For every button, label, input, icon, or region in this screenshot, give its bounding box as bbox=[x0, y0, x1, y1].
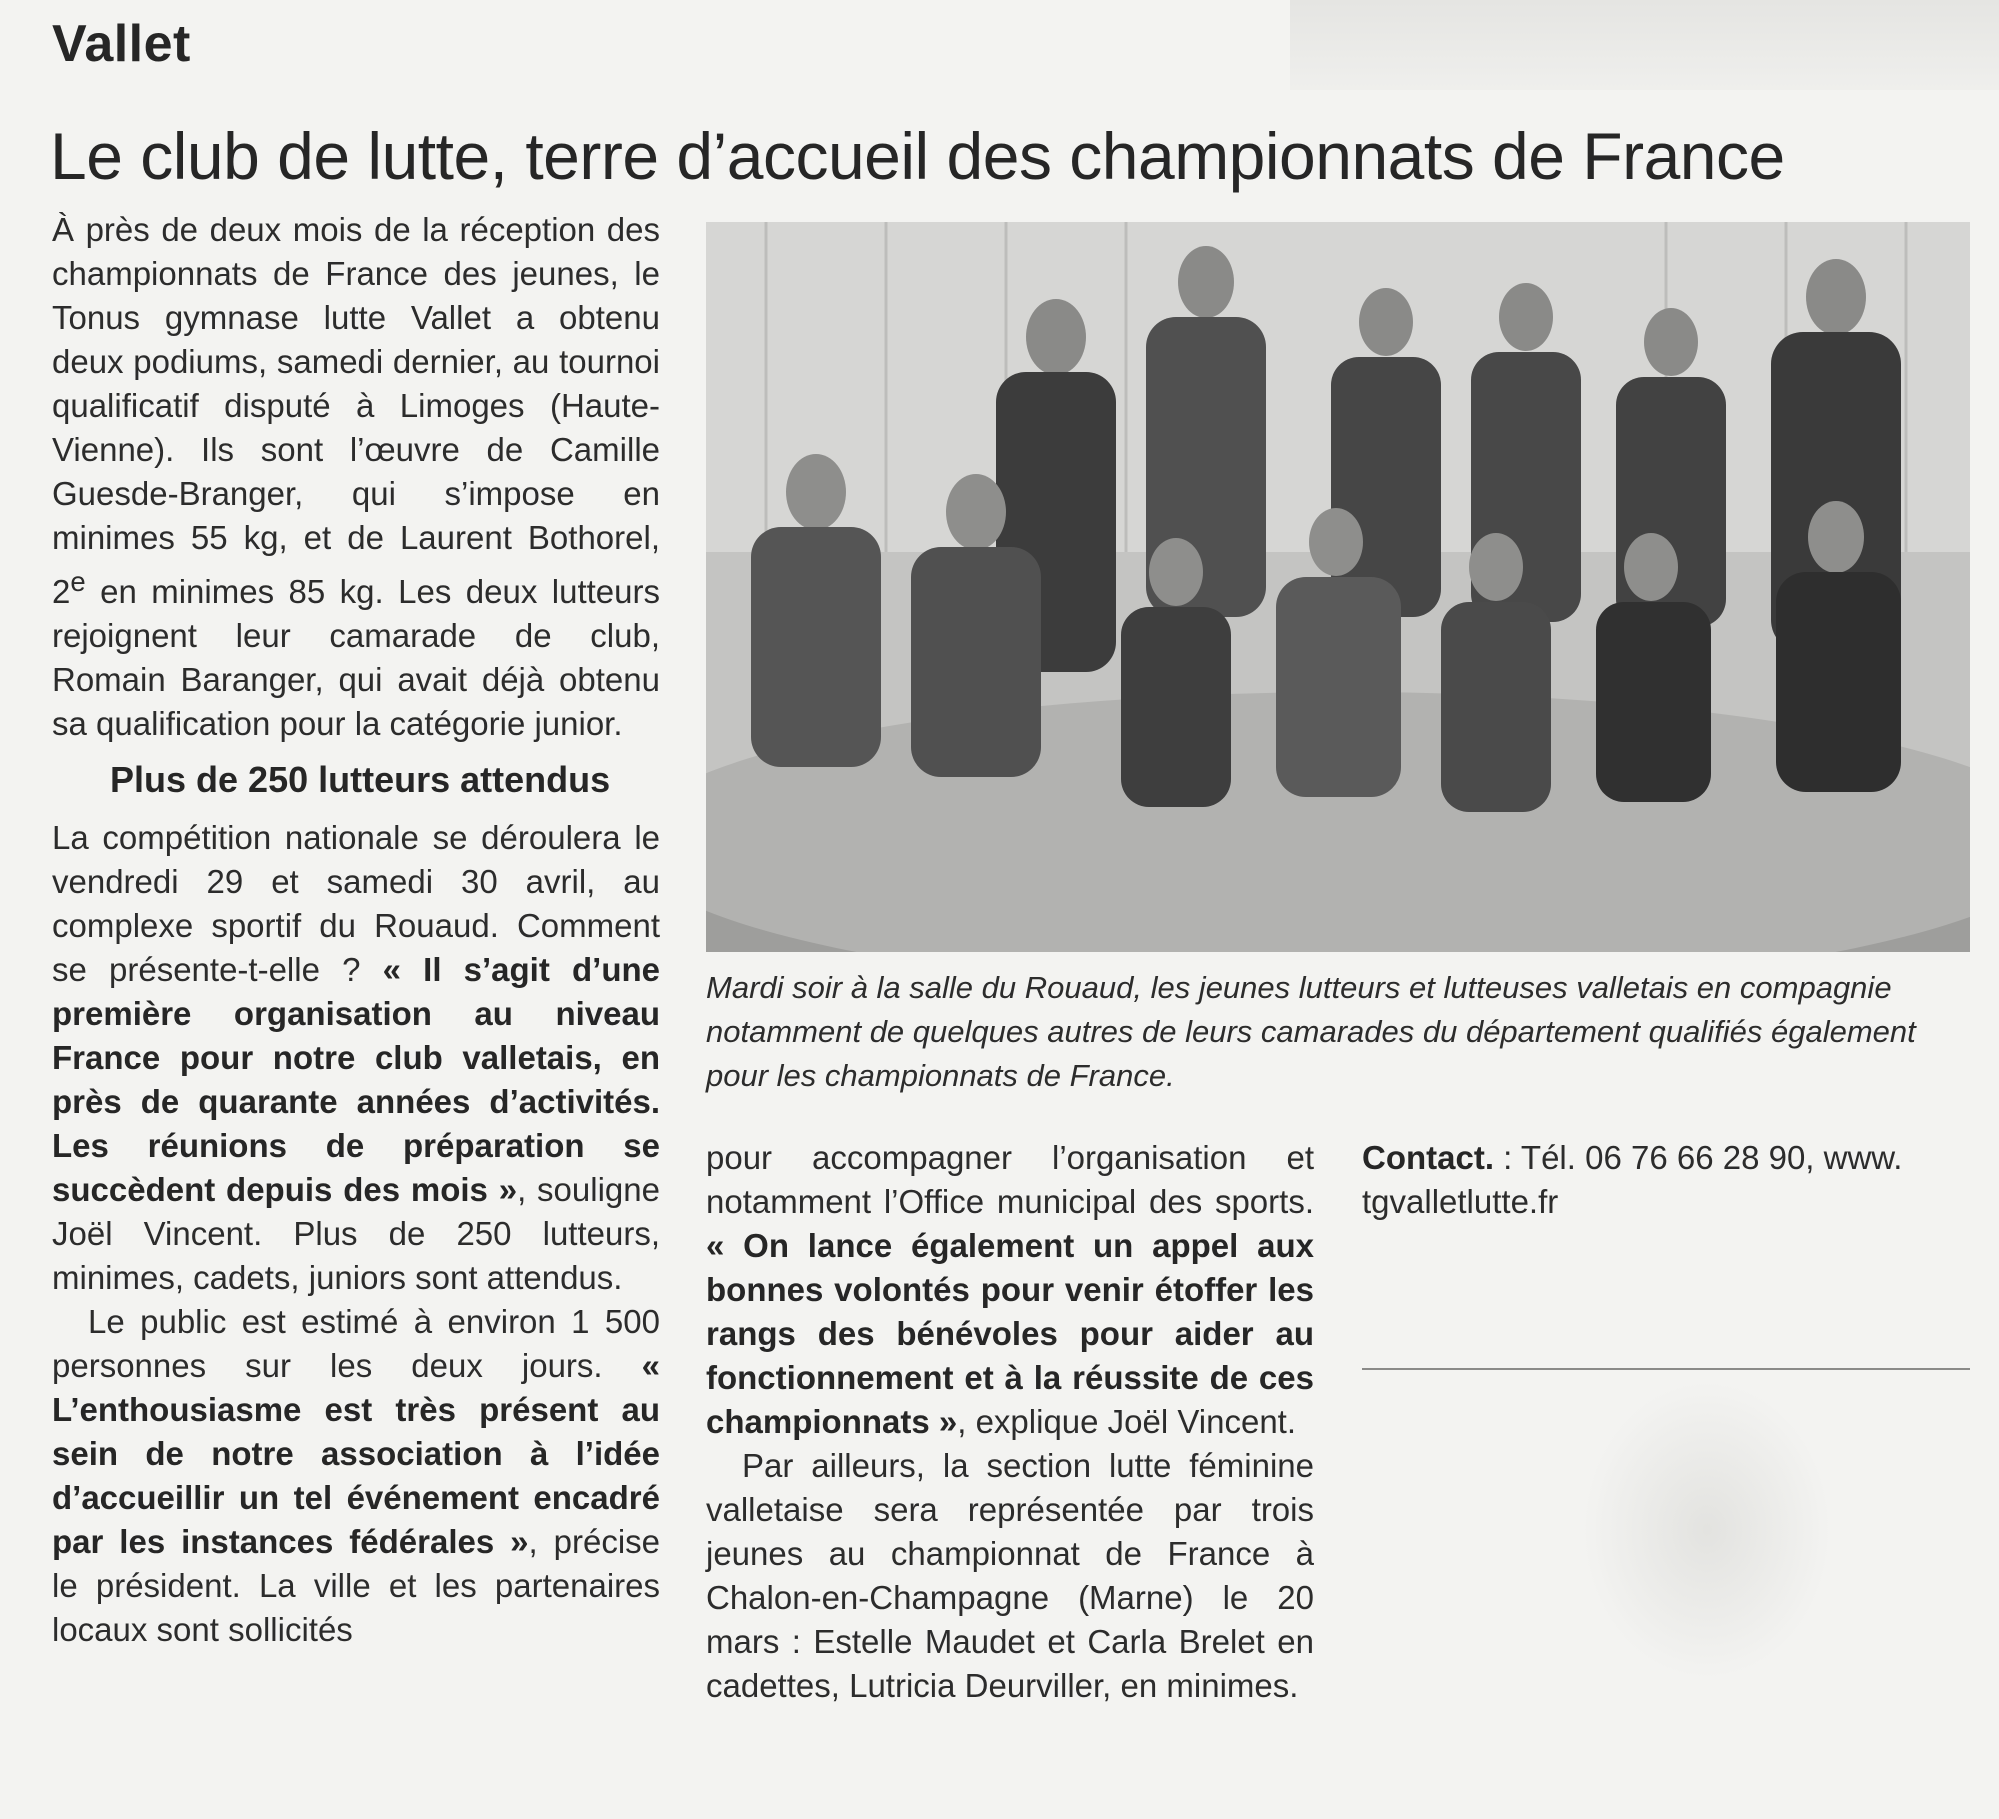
paragraph-public: Le public est estimé à environ 1 500 personnes sur les deux jours. « L’enthousiasme est très présent au sein de notre association à l’idée d’accueillir un tel événement encadré par les instances fédérales », précise le président. La ville et les partenaires locaux sont sollicités bbox=[52, 1303, 661, 1648]
contact-box bbox=[1362, 1136, 1970, 1224]
contact-divider bbox=[1362, 1368, 1970, 1370]
article-column-1 bbox=[52, 208, 660, 1652]
paragraph-intro: À près de deux mois de la réception des championnats de France des jeunes, le Tonus gymnase lutte Vallet a obtenu deux podiums, samedi dernier, au tournoi qualificatif disputé à Limoges (Haute-Vienne). Ils sont l’œuvre de Camille Guesde-Branger, qui s’impose en minimes 55 kg, et de Laurent Bothorel, 2e en minimes 85 kg. Les deux lutteurs rejoignent leur camarade de club, Romain Baranger, qui avait déjà obtenu sa qualification pour la catégorie junior. bbox=[52, 211, 660, 742]
team-photo bbox=[706, 222, 1970, 952]
headline: Le club de lutte, terre d’accueil des championnats de France bbox=[50, 119, 1785, 193]
adjacent-article-bleed bbox=[1290, 0, 1999, 90]
photo-caption: Mardi soir à la salle du Rouaud, les jeunes lutteurs et lutteuses valletais en compagnie notamment de quelques autres de leurs camarades du département qualifiés également pour les championnats de France. bbox=[706, 970, 1916, 1093]
paragraph-feminine-section: Par ailleurs, la section lutte féminine valletaise sera représentée par trois jeunes au championnat de France à Chalon-en-Champagne (Marne) le 20 mars : Estelle Maudet et Carla Brelet en cadettes, Lutricia Deurviller, en minimes. bbox=[706, 1447, 1314, 1704]
contact-label: Contact. bbox=[1362, 1139, 1494, 1176]
subheading: Plus de 250 lutteurs attendus bbox=[110, 759, 611, 800]
paragraph-competition: La compétition nationale se déroulera le vendredi 29 et samedi 30 avril, au complexe sportif du Rouaud. Comment se présente-t-elle ? « Il s’agit d’une première organisation au niveau France pour notre club valletais, en près de quarante années d’activités. Les réunions de préparation se succèdent depuis des mois », souligne Joël Vincent. Plus de 250 lutteurs, minimes, cadets, juniors sont attendus. bbox=[52, 819, 660, 1296]
article-column-2 bbox=[706, 1136, 1314, 1708]
contact-line bbox=[1362, 1136, 1970, 1224]
paper-smudge bbox=[1582, 1380, 1832, 1680]
paragraph-volunteers: pour accompagner l’organisation et notamment l’Office municipal des sports. « On lance également un appel aux bonnes volontés pour venir étoffer les rangs des bénévoles pour aider au fonctionnement et à la réussite de ces championnats », explique Joël Vincent. bbox=[706, 1139, 1314, 1440]
contact-details: : Tél. 06 76 66 28 90, www. tgvalletlutte.fr bbox=[1362, 1139, 1903, 1220]
team-photo-illustration bbox=[706, 222, 1970, 952]
kicker-vallet: Vallet bbox=[52, 15, 191, 73]
